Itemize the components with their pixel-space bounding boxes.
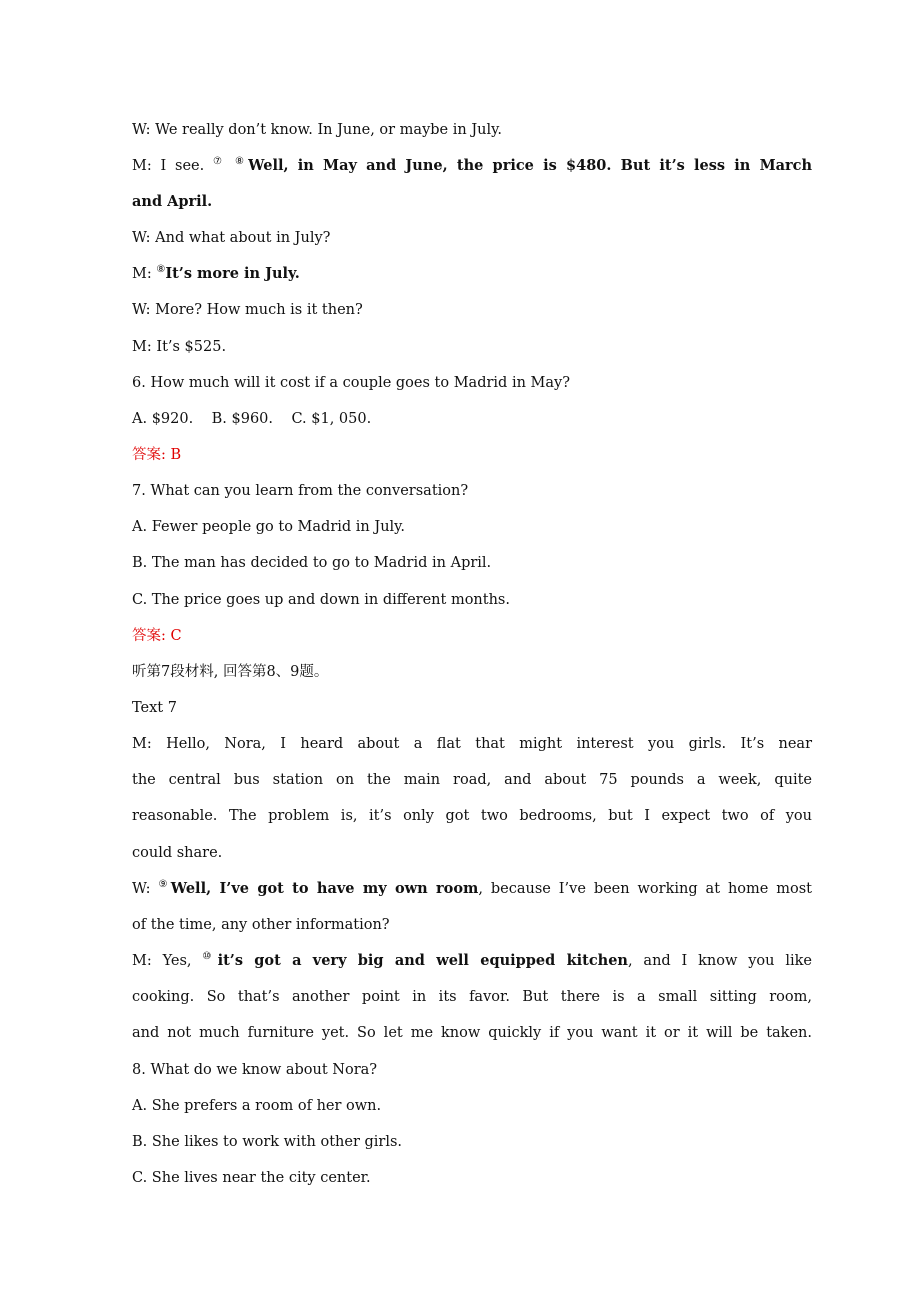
answer-6 [132,445,812,465]
passage-line: could share. [132,845,223,861]
question-7-option-b: B. The man has decided to go to Madrid in April. [132,555,492,571]
note-marker-8: ⑨ [158,879,171,890]
dialogue-line-w-how-much: W: More? How much is it then? [132,302,363,318]
dialogue-line-m-more: M: ⑧It’s more in July. [132,264,300,282]
note-marker-7: ⑧ [234,156,249,167]
question-8-option-b: B. She likes to work with other girls. [132,1134,403,1150]
passage-line: of the time, any other information? [132,917,390,933]
section-instruction: 听第7段材料, 回答第8、9题。 [132,664,329,680]
passage-line-m-kitchen: M: Yes, ⑩it’s got a very big and well equipped kitchen, and I know you like [132,951,812,969]
question-7: 7. What can you learn from the conversation? [132,483,469,499]
dialogue-line-w-july: W: And what about in July? [132,230,331,246]
dialogue-line-w-unsure: W: We really don’t know. In June, or maybe in July. [132,122,502,138]
key-sentence: it’s got a very big and well equipped kitchen [217,952,628,969]
passage-line: reasonable. The problem is, it’s only got two bedrooms, but I expect two of you [132,808,812,824]
question-6-options: A. $920. B. $960. C. $1, 050. [132,411,372,427]
note-marker-9: ⑩ [202,951,218,962]
question-7-option-c: C. The price goes up and down in different months. [132,592,510,608]
passage-line: the central bus station on the main road, and about 75 pounds a week, quite [132,772,812,788]
section-heading-text-7: Text 7 [132,700,177,716]
passage-line: M: Hello, Nora, I heard about a flat that might interest you girls. It’s near [132,736,812,752]
passage-line: and not much furniture yet. So let me know quickly if you want it or it will be taken. [132,1025,812,1041]
question-6: 6. How much will it cost if a couple goes to Madrid in May? [132,375,570,391]
answer-value: C [165,628,182,644]
note-marker-6: ⑦ [213,156,227,167]
key-sentence: Well, I’ve got to have my own room [170,880,479,897]
answer-7 [132,626,812,646]
question-8-option-a: A. She prefers a room of her own. [132,1098,382,1114]
key-sentence-cont: and April. [132,193,213,210]
answer-label: 答案: [132,447,166,463]
dialogue-line-m-price: M: I see. ⑦ ⑧Well, in May and June, the price is $480. But it’s less in March [132,156,813,174]
key-sentence: Well, in May and June, the price is $480. But it’s less in March [248,157,813,174]
question-7-option-a: A. Fewer people go to Madrid in July. [132,519,406,535]
note-marker-7b: ⑧ [156,264,166,275]
dialogue-line-m-525: M: It’s $525. [132,339,227,355]
passage-line: cooking. So that’s another point in its favor. But there is a small sitting room, [132,989,812,1005]
question-8: 8. What do we know about Nora? [132,1062,378,1078]
passage-line-w-room: W: ⑨Well, I’ve got to have my own room, because I’ve been working at home most [132,879,813,897]
question-8-option-c: C. She lives near the city center. [132,1170,371,1186]
answer-label: 答案: [132,628,166,644]
key-sentence: It’s more in July. [165,265,300,282]
answer-value: B [165,447,182,463]
